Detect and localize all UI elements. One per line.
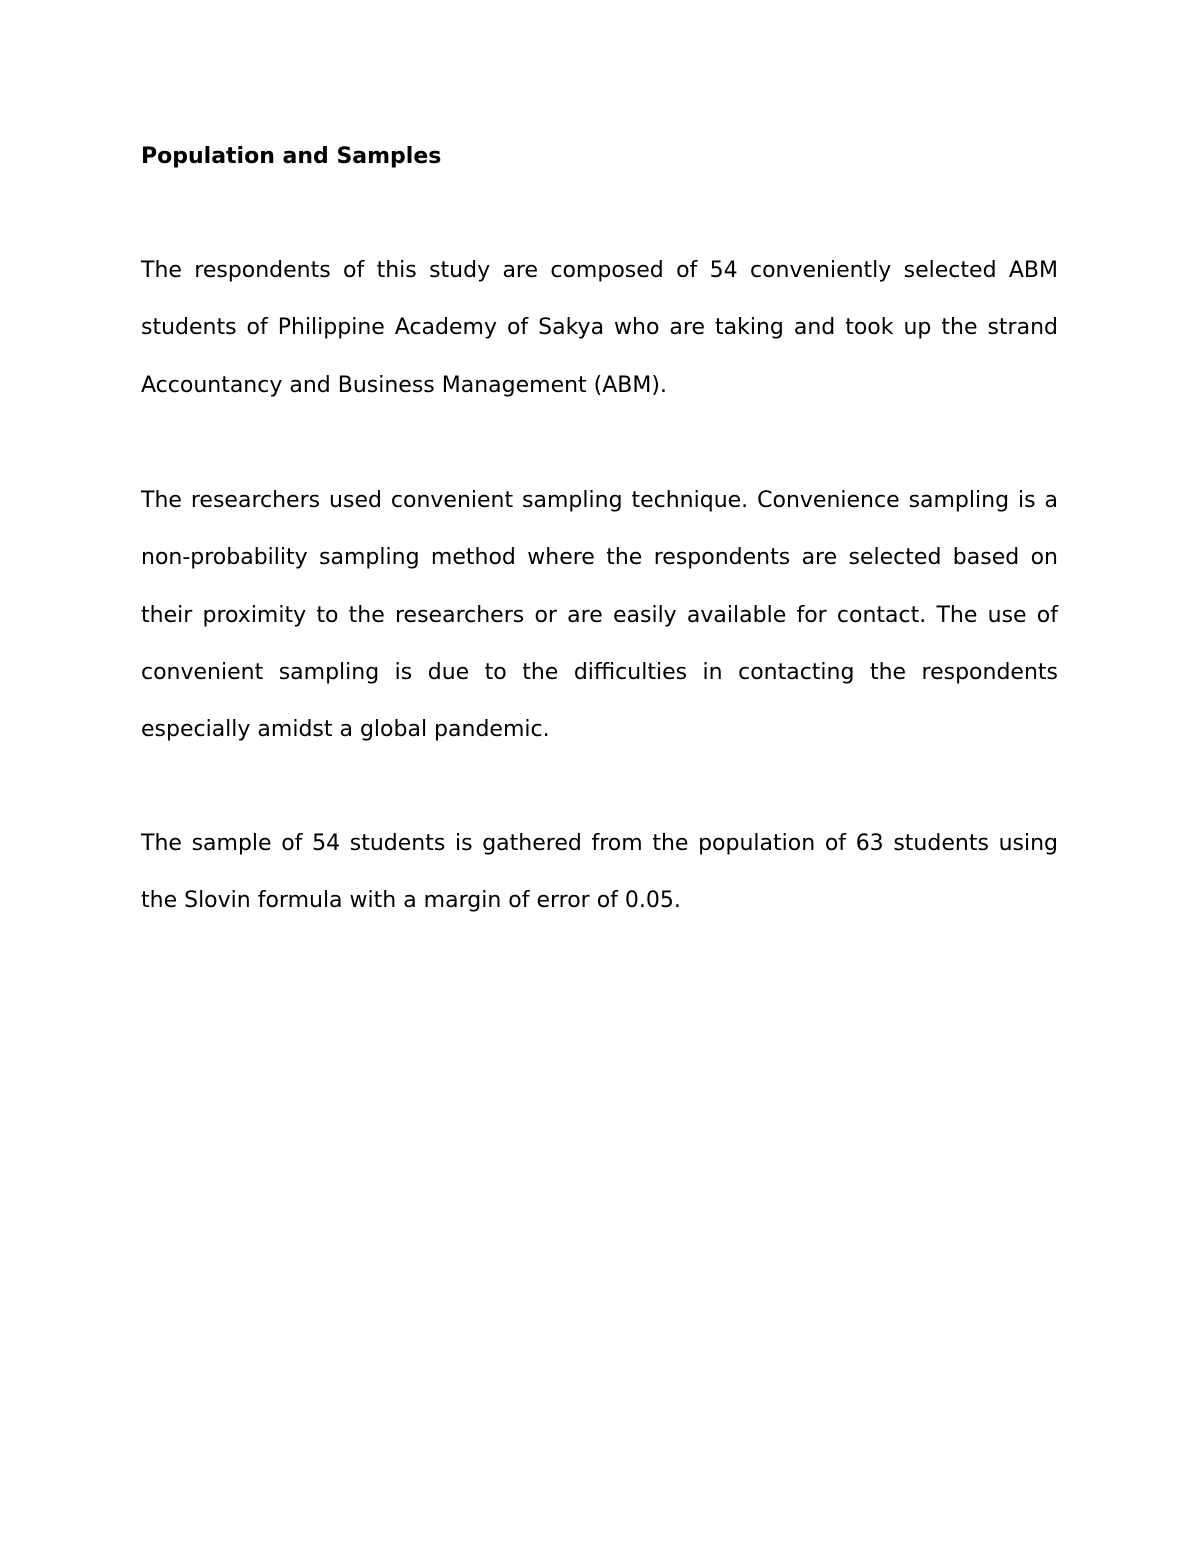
section-heading: Population and Samples: [141, 144, 442, 169]
document-body: [141, 140, 1058, 914]
paragraph-respondents: The respondents of this study are composed of 54 conveniently selected ABM students of Philippine Academy of Sakya who are taking and took up the strand Accountancy and Business Management (ABM).: [141, 258, 1058, 398]
paragraph-sample-size: The sample of 54 students is gathered from the population of 63 students using the Slovin formula with a margin of error of 0.05.: [141, 831, 1058, 914]
paragraph-sampling-technique: The researchers used convenient sampling technique. Convenience sampling is a non-probability sampling method where the respondents are selected based on their proximity to the researchers or are easily available for contact. The use of convenient sampling is due to the difficulties in contacting the respondents especially amidst a global pandemic.: [141, 488, 1058, 743]
